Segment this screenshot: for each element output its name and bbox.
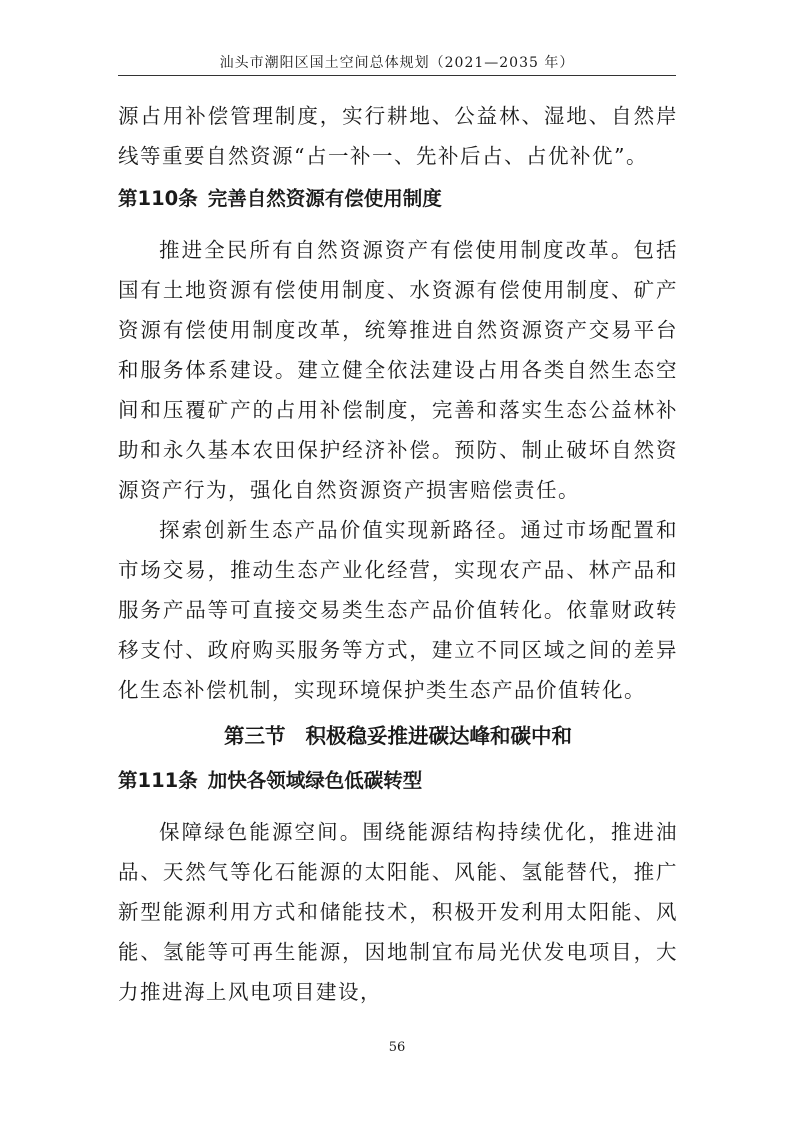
paragraph-resource-compensation: 推进全民所有自然资源资产有偿使用制度改革。包括国有土地资源有偿使用制度、水资源有偿使用制度、矿产资源有偿使用制度改革，统筹推进自然资源资产交易平台和服务体系建设。建立健全依法建设占用各类自然生态空间和压覆矿产的占用补偿制度，完善和落实生态公益林补助和永久基本农田保护经济补偿。预防、制止破坏自然资源资产行为，强化自然资源资产损害赔偿责任。 — [118, 238, 678, 502]
page-number: 56 — [388, 1040, 406, 1055]
article-title: 加快各领域绿色低碳转型 — [207, 769, 423, 792]
section-number: 第三节 — [224, 724, 286, 748]
document-body — [118, 96, 678, 1012]
article-111-heading — [118, 760, 678, 802]
article-number: 第110条 — [118, 187, 198, 210]
paragraph-eco-product-value: 探索创新生态产品价值实现新路径。通过市场配置和市场交易，推动生态产业化经营，实现农产品、林产品和服务产品等可直接交易类生态产品价值转化。依靠财政转移支付、政府购买服务等方式，建立不同区域之间的差异化生态补偿机制，实现环境保护类生态产品价值转化。 — [118, 518, 678, 702]
paragraph-green-energy: 保障绿色能源空间。围绕能源结构持续优化，推进油品、天然气等化石能源的太阳能、风能、氢能替代，推广新型能源利用方式和储能技术，积极开发利用太阳能、风能、氢能等可再生能源，因地制宜布局光伏发电项目，大力推进海上风电项目建设， — [118, 820, 678, 1004]
section-3-heading — [118, 716, 678, 756]
paragraph-continued: 源占用补偿管理制度，实行耕地、公益林、湿地、自然岸线等重要自然资源“占一补一、先补后占、占优补优”。 — [118, 104, 678, 168]
section-title: 积极稳妥推进碳达峰和碳中和 — [305, 724, 572, 748]
article-number: 第111条 — [118, 769, 198, 792]
article-110-heading — [118, 178, 678, 220]
article-title: 完善自然资源有偿使用制度 — [207, 187, 442, 210]
header-rule — [118, 75, 676, 76]
page-header: 汕头市潮阳区国土空间总体规划（2021—2035 年） — [219, 55, 575, 71]
